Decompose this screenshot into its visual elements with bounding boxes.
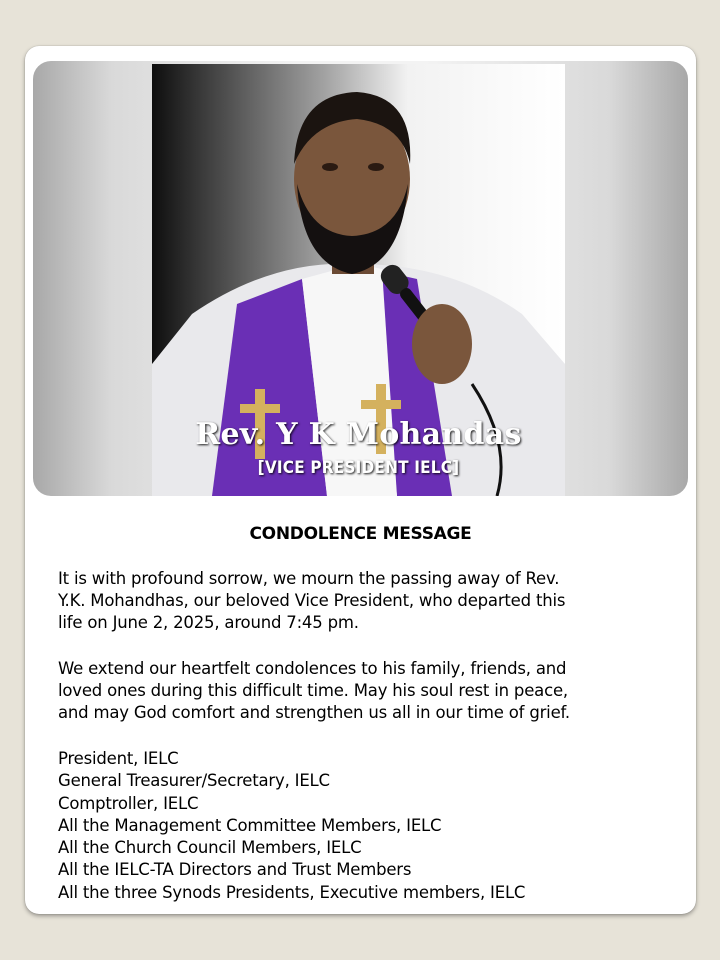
message-heading: CONDOLENCE MESSAGE [249, 524, 472, 544]
signatory-item: President, IELC [58, 749, 179, 768]
photo-frame [33, 61, 688, 496]
paragraph-line: Y.K. Mohandhas, our beloved Vice President, who departed this [58, 591, 566, 610]
condolence-card [25, 46, 696, 914]
paragraph-announcement [58, 568, 673, 634]
signatory-item: All the IELC-TA Directors and Trust Members [58, 860, 412, 880]
paragraph-condolences [58, 658, 673, 724]
paragraph-line: and may God comfort and strengthen us all in our time of grief. [58, 703, 570, 722]
paragraph-line: life on June 2, 2025, around 7:45 pm. [58, 613, 359, 632]
paragraph-line: It is with profound sorrow, we mourn the passing away of Rev. [58, 569, 560, 588]
signatory-item: All the three Synods Presidents, Executive members, IELC [58, 882, 526, 902]
signatory-item: Comptroller, IELC [58, 793, 199, 813]
signatory-item: All the Church Council Members, IELC [58, 838, 362, 858]
portrait-photo [152, 64, 565, 496]
signatory-item: General Treasurer/Secretary, IELC [58, 771, 330, 791]
paragraph-line: We extend our heartfelt condolences to his family, friends, and [58, 659, 567, 678]
paragraph-line: loved ones during this difficult time. May his soul rest in peace, [58, 681, 568, 700]
caption-name: Rev. Y K Mohandas [195, 417, 522, 452]
signatory-item: All the Management Committee Members, IELC [58, 815, 442, 835]
caption-title: [VICE PRESIDENT IELC] [257, 458, 460, 478]
signatory-list [58, 748, 673, 904]
